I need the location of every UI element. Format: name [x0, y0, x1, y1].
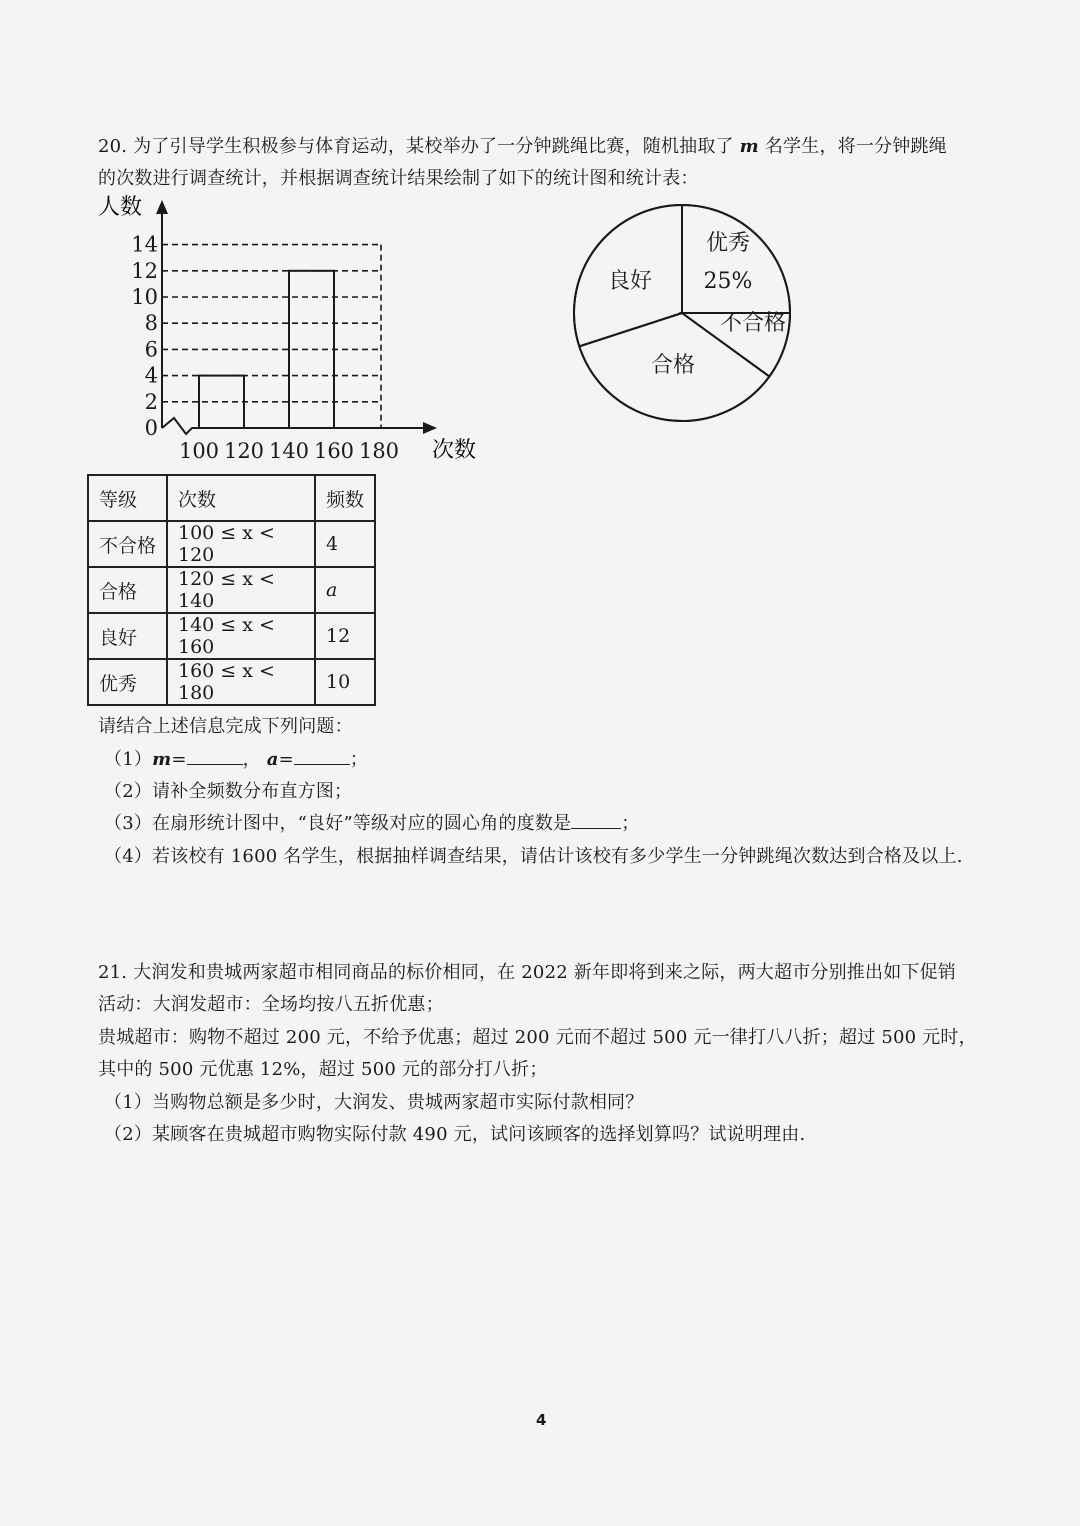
q20-sub2: （2）请补全频数分布直方图；	[104, 781, 353, 802]
q20-intro-line2: 的次数进行调查统计，并根据调查统计结果绘制了如下的统计图和统计表：	[98, 168, 699, 189]
answer-blank-m[interactable]	[187, 748, 243, 765]
y-tick-label: 10	[131, 285, 158, 309]
cell-count: 12	[315, 613, 375, 659]
x-axis-arrow	[423, 422, 437, 434]
x-tick-label: 100	[178, 439, 220, 463]
cell-count: 10	[315, 659, 375, 705]
cell-count: 4	[315, 521, 375, 567]
cell-grade: 合格	[88, 567, 167, 613]
y-tick-label: 12	[131, 258, 158, 283]
table-header-row	[88, 475, 375, 521]
frequency-table	[87, 474, 376, 706]
q20-intro-line1: 20. 为了引导学生积极参与体育运动，某校举办了一分钟跳绳比赛，随机抽取了 m 名学生，将一分钟跳绳	[98, 136, 947, 157]
table-row	[88, 659, 375, 705]
cell-range: 120 ≤ x < 140	[167, 567, 315, 613]
histogram-chart	[92, 192, 492, 470]
pie-slice-label: 不合格	[719, 311, 787, 336]
q20-sub3: （3）在扇形统计图中，“良好”等级对应的圆心角的度数是 ；	[104, 813, 640, 834]
q21-line3: 贵城超市：购物不超过 200 元，不给予优惠；超过 200 元而不超过 500 元一律打八八折；超过 500 元时，	[98, 1027, 977, 1048]
cell-range: 160 ≤ x < 180	[167, 659, 315, 705]
page-number: 4	[536, 1411, 547, 1429]
q21-line1: 21. 大润发和贵城两家超市相同商品的标价相同，在 2022 新年即将到来之际，两大超市分别推出如下促销	[98, 962, 956, 983]
q21-sub1: （1）当购物总额是多少时，大润发、贵城两家超市实际付款相同？	[104, 1092, 644, 1113]
answer-blank-a[interactable]	[294, 748, 350, 765]
cell-grade: 不合格	[88, 521, 167, 567]
q20-sub4: （4）若该校有 1600 名学生，根据抽样调查结果，请估计该校有多少学生一分钟跳绳次数达到合格及以上.	[104, 846, 963, 867]
cell-grade: 良好	[88, 613, 167, 659]
pie-slice-label: 优秀	[705, 231, 751, 256]
x-tick-label: 180	[358, 439, 400, 463]
pie-slice-label: 良好	[607, 269, 653, 294]
q20-sub1: （1）m= ， a= ；	[104, 749, 369, 770]
table-row	[88, 521, 375, 567]
header-range: 次数	[167, 475, 315, 521]
q20-prompt: 请结合上述信息完成下列问题：	[98, 716, 353, 737]
cell-count: a	[315, 567, 375, 613]
q21-line4: 其中的 500 元优惠 12%，超过 500 元的部分打八折；	[98, 1059, 548, 1080]
q21-sub2: （2）某顾客在贵城超市购物实际付款 490 元，试问该顾客的选择划算吗？试说明理由.	[104, 1124, 806, 1145]
pie-chart	[568, 200, 798, 430]
x-tick-label: 120	[223, 439, 265, 463]
x-tick-label: 160	[313, 439, 355, 463]
y-tick-label: 2	[144, 389, 158, 414]
y-tick-label: 14	[131, 232, 158, 257]
cell-range: 100 ≤ x < 120	[167, 521, 315, 567]
cell-grade: 优秀	[88, 659, 167, 705]
y-tick-label: 0	[144, 416, 158, 440]
pie-slice	[682, 205, 790, 313]
histogram-x-label: 次数	[432, 438, 477, 463]
header-count: 频数	[315, 475, 375, 521]
answer-blank-angle[interactable]	[571, 812, 621, 829]
y-axis-arrow	[156, 200, 168, 214]
histogram-y-label: 人数	[98, 195, 143, 220]
table-row	[88, 613, 375, 659]
cell-range: 140 ≤ x < 160	[167, 613, 315, 659]
header-grade: 等级	[88, 475, 167, 521]
pie-slice-label: 合格	[650, 353, 696, 378]
table-row	[88, 567, 375, 613]
y-tick-label: 8	[144, 311, 158, 336]
y-tick-label: 4	[144, 363, 158, 388]
y-tick-label: 6	[144, 337, 158, 362]
q21-line2: 活动：大润发超市：全场均按八五折优惠；	[98, 994, 444, 1015]
pie-slice-value: 25%	[703, 269, 753, 294]
x-tick-label: 140	[268, 439, 310, 463]
x-axis	[162, 418, 431, 434]
